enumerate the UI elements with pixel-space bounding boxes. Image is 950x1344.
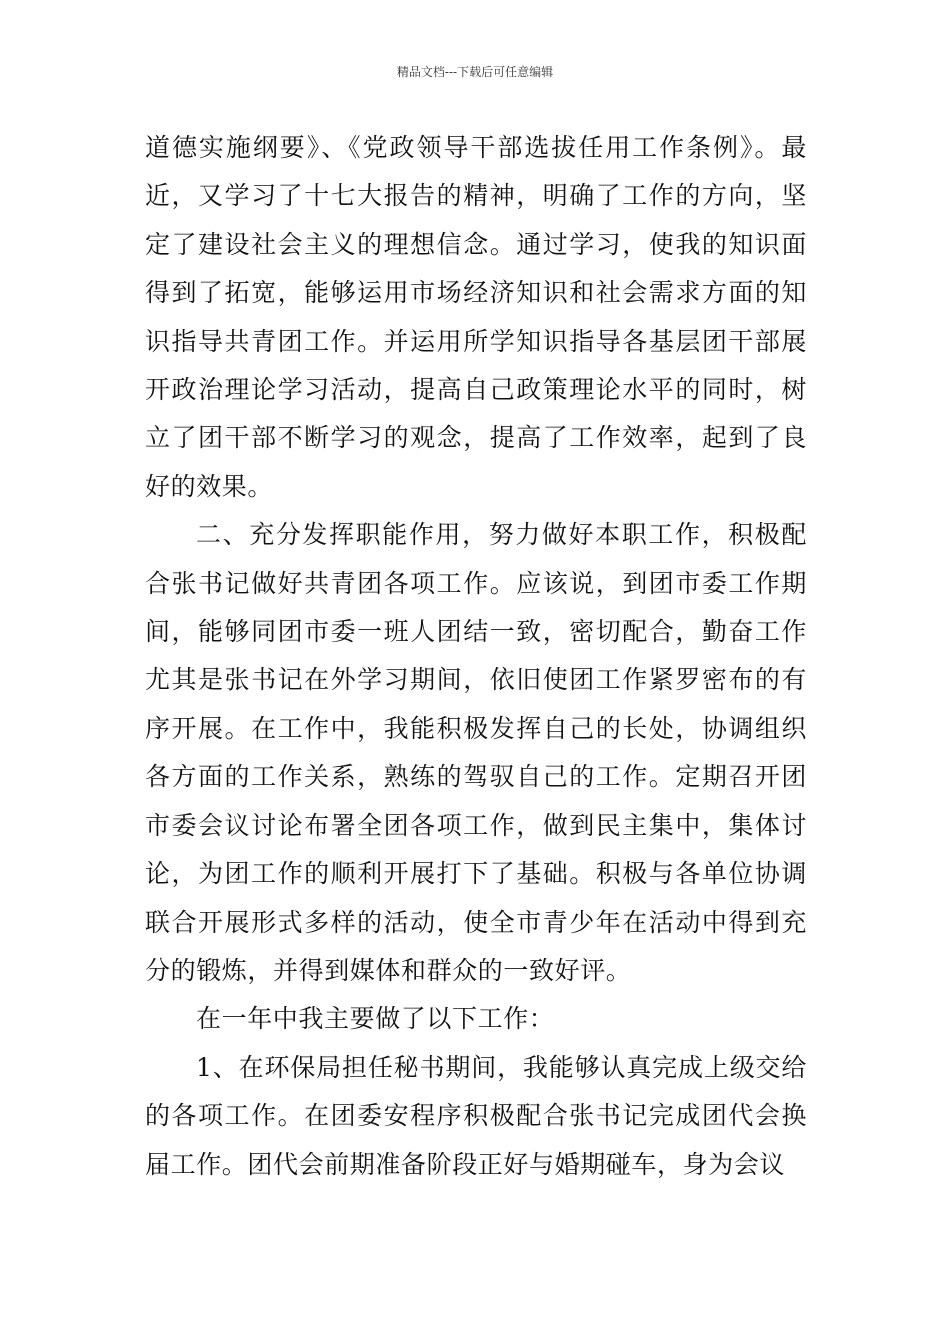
page-header: 精品文档---下载后可任意编辑: [396, 65, 554, 79]
paragraph-3: 在一年中我主要做了以下工作：: [196, 1004, 555, 1034]
paragraph-1: 道德实施纲要》、《党政领导干部选拔任用工作条例》。最近，又学习了十七大报告的精神，明确了工作的方向，坚定了建设社会主义的理想信念。通过学习，使我的知识面得到了拓宽，能够运用市场经济知识和社会需求方面的知识指导共青团工作。并运用所学知识指导各基层团干部展开政治理论学习活动，提高自己政策理论水平的同时，树立了团干部不断学习的观念，提高了工作效率，起到了良好的效果。: [145, 133, 807, 501]
paragraph-4: 1、在环保局担任秘书期间，我能够认真完成上级交给的各项工作。在团委安程序积极配合张书记完成团代会换届工作。团代会前期准备阶段正好与婚期碰车，身为会议: [145, 1052, 807, 1179]
document-body: [145, 124, 807, 1189]
paragraph-2: 二、充分发挥职能作用，努力做好本职工作，积极配合张书记做好共青团各项工作。应该说，到团市委工作期间，能够同团市委一班人团结一致，密切配合，勤奋工作尤其是张书记在外学习期间，依旧使团工作紧罗密布的有序开展。在工作中，我能积极发挥自己的长处，协调组织各方面的工作关系，熟练的驾驭自己的工作。定期召开团市委会议讨论布署全团各项工作，做到民主集中，集体讨论，为团工作的顺利开展打下了基础。积极与各单位协调联合开展形式多样的活动，使全市青少年在活动中得到充分的锻炼，并得到媒体和群众的一致好评。: [145, 520, 807, 985]
